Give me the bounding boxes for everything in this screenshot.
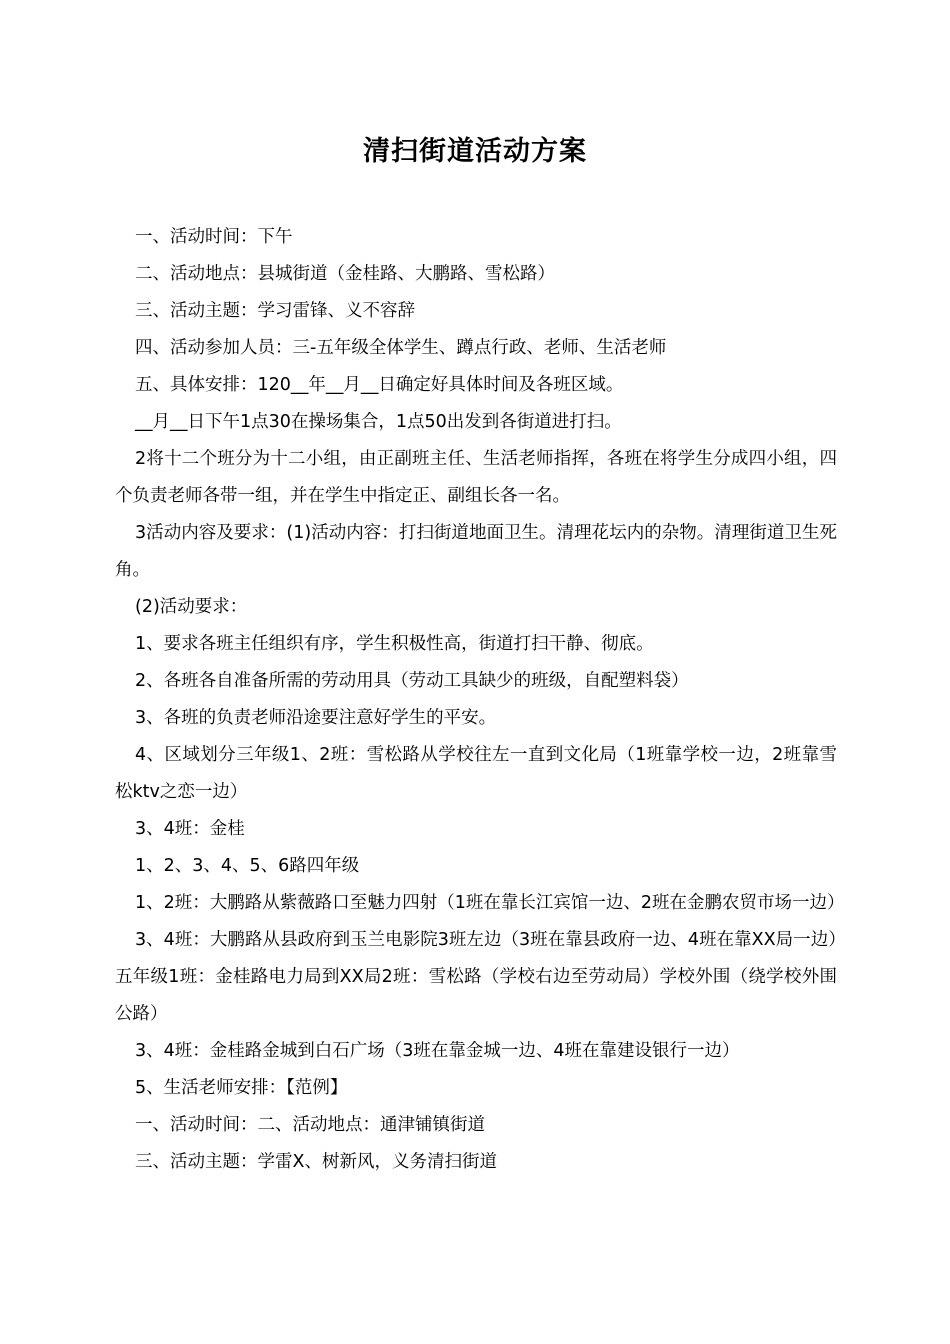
paragraph: 1、2班：大鹏路从紫薇路口至魅力四射（1班在靠长江宾馆一边、2班在金鹏农贸市场一边） — [135, 893, 845, 913]
paragraph: 四、活动参加人员：三-五年级全体学生、蹲点行政、老师、生活老师 — [135, 338, 667, 358]
paragraph: 1、要求各班主任组织有序，学生积极性高，街道打扫干静、彻底。 — [135, 634, 654, 654]
paragraph: 5、生活老师安排：【范例】 — [135, 1078, 348, 1098]
paragraph: __月__日下午1点30在操场集合，1点50出发到各街道进打扫。 — [135, 412, 622, 432]
paragraph: 五、具体安排：120__年__月__日确定好具体时间及各班区域。 — [135, 375, 624, 395]
paragraph: 一、活动时间：下午 — [135, 227, 293, 247]
paragraph: 三、活动主题：学习雷锋、义不容辞 — [135, 301, 415, 321]
paragraph: 一、活动时间：二、活动地点：通津铺镇街道 — [135, 1115, 485, 1135]
paragraph: 1、2、3、4、5、6路四年级 — [135, 856, 360, 876]
paragraph: 3、4班：大鹏路从县政府到玉兰电影院3班左边（3班在靠县政府一边、4班在靠XX局一边）五年级1班：金桂路电力局到XX局2班：雪松路（学校右边至劳动局）学校外围（绕学校外围公路） — [115, 930, 837, 1024]
document-body — [115, 219, 845, 1181]
paragraph: 3、4班：金桂 — [135, 819, 245, 839]
paragraph: 2、各班各自准备所需的劳动用具（劳动工具缺少的班级，自配塑料袋） — [135, 671, 689, 691]
paragraph: (2)活动要求： — [135, 597, 248, 617]
paragraph: 3活动内容及要求：(1)活动内容：打扫街道地面卫生。清理花坛内的杂物。清理街道卫生死角。 — [115, 523, 837, 580]
document-title: 清扫街道活动方案 — [363, 136, 587, 167]
paragraph: 三、活动主题：学雷X、树新风，义务清扫街道 — [135, 1152, 497, 1172]
paragraph: 2将十二个班分为十二小组，由正副班主任、生活老师指挥，各班在将学生分成四小组，四个负责老师各带一组，并在学生中指定正、副组长各一名。 — [115, 449, 837, 506]
paragraph: 二、活动地点：县城街道（金桂路、大鹏路、雪松路） — [135, 264, 555, 284]
paragraph: 4、区域划分三年级1、2班：雪松路从学校往左一直到文化局（1班靠学校一边，2班靠雪松ktv之恋一边） — [115, 745, 837, 802]
paragraph: 3、各班的负责老师沿途要注意好学生的平安。 — [135, 708, 497, 728]
paragraph: 3、4班：金桂路金城到白石广场（3班在靠金城一边、4班在靠建设银行一边） — [135, 1041, 740, 1061]
